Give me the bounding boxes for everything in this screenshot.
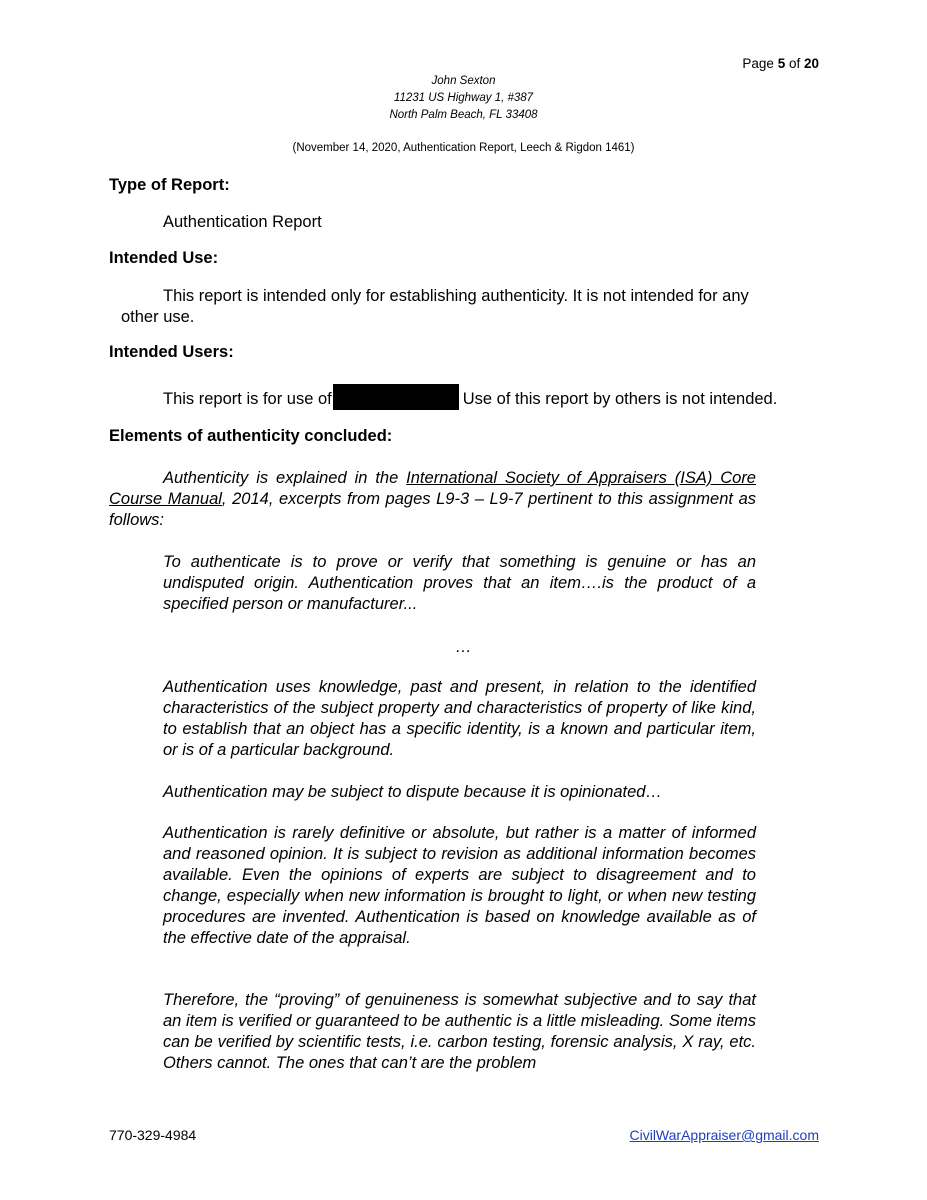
type-of-report-body: Authentication Report — [163, 213, 322, 231]
quote-ellipsis: … — [455, 638, 472, 656]
redaction-box — [333, 384, 459, 410]
heading-elements-of-authenticity: Elements of authenticity concluded: — [109, 427, 393, 445]
intended-users-body — [163, 384, 777, 410]
letterhead-city: North Palm Beach, FL 33408 — [389, 109, 538, 121]
intended-users-text-after: Use of this report by others is not intended. — [462, 390, 778, 408]
intended-use-body-line2: other use. — [121, 308, 195, 326]
page-number: Page 5 of 20 — [742, 56, 819, 71]
quote-paragraph-2: Authentication uses knowledge, past and present, in relation to the identified characteristics of the subject property and characteristics of property of like kind, to establish that an object has a specific identity, is a known and particular item, or is of a particular background. — [163, 678, 756, 759]
quote-paragraph-5: Therefore, the “proving” of genuineness is somewhat subjective and to say that an item is verified or guaranteed to be authentic is a little misleading. Some items can be verified by scientific tests, i.e. carbon testing, forensic analysis, X ray, etc. Others cannot. The ones that can’t are the problem — [163, 991, 756, 1072]
report-meta: (November 14, 2020, Authentication Report, Leech & Rigdon 1461) — [292, 142, 635, 154]
quote-paragraph-1: To authenticate is to prove or verify that something is genuine or has an undisputed origin. Authentication proves that an item….is the product of a specified person or manufacturer... — [163, 553, 756, 613]
letterhead — [0, 73, 927, 124]
footer-email-link[interactable]: CivilWarAppraiser@gmail.com — [629, 1127, 819, 1143]
quote-paragraph-4: Authentication is rarely definitive or absolute, but rather is a matter of informed and reasoned opinion. It is subject to revision as additional information becomes available. Even the opinions of experts are subject to disagreement and to change, especially when new information is brought to light, or when new testing procedures are invented. Authentication is based on knowledge available as of the effective date of the appraisal. — [163, 824, 756, 947]
heading-intended-users: Intended Users: — [109, 343, 234, 361]
heading-intended-use: Intended Use: — [109, 249, 219, 267]
elements-intro-paragraph: Authenticity is explained in the International Society of Appraisers (ISA) Core Course Manual, 2014, excerpts from pages L9-3 – L9-7 pertinent to this assignment as follows: — [109, 469, 757, 529]
letterhead-street: 11231 US Highway 1, #387 — [393, 92, 534, 104]
footer-phone: 770-329-4984 — [109, 1127, 197, 1143]
quote-paragraph-3: Authentication may be subject to dispute because it is opinionated… — [163, 783, 662, 801]
isa-manual-reference: International Society of Appraisers (ISA) Core Course Manual — [109, 469, 756, 508]
heading-type-of-report: Type of Report: — [109, 176, 230, 194]
letterhead-name: John Sexton — [431, 75, 496, 87]
intended-use-body-line1: This report is intended only for establishing authenticity. It is not intended for any — [163, 287, 749, 305]
intended-users-text-before: This report is for use of — [163, 390, 332, 408]
